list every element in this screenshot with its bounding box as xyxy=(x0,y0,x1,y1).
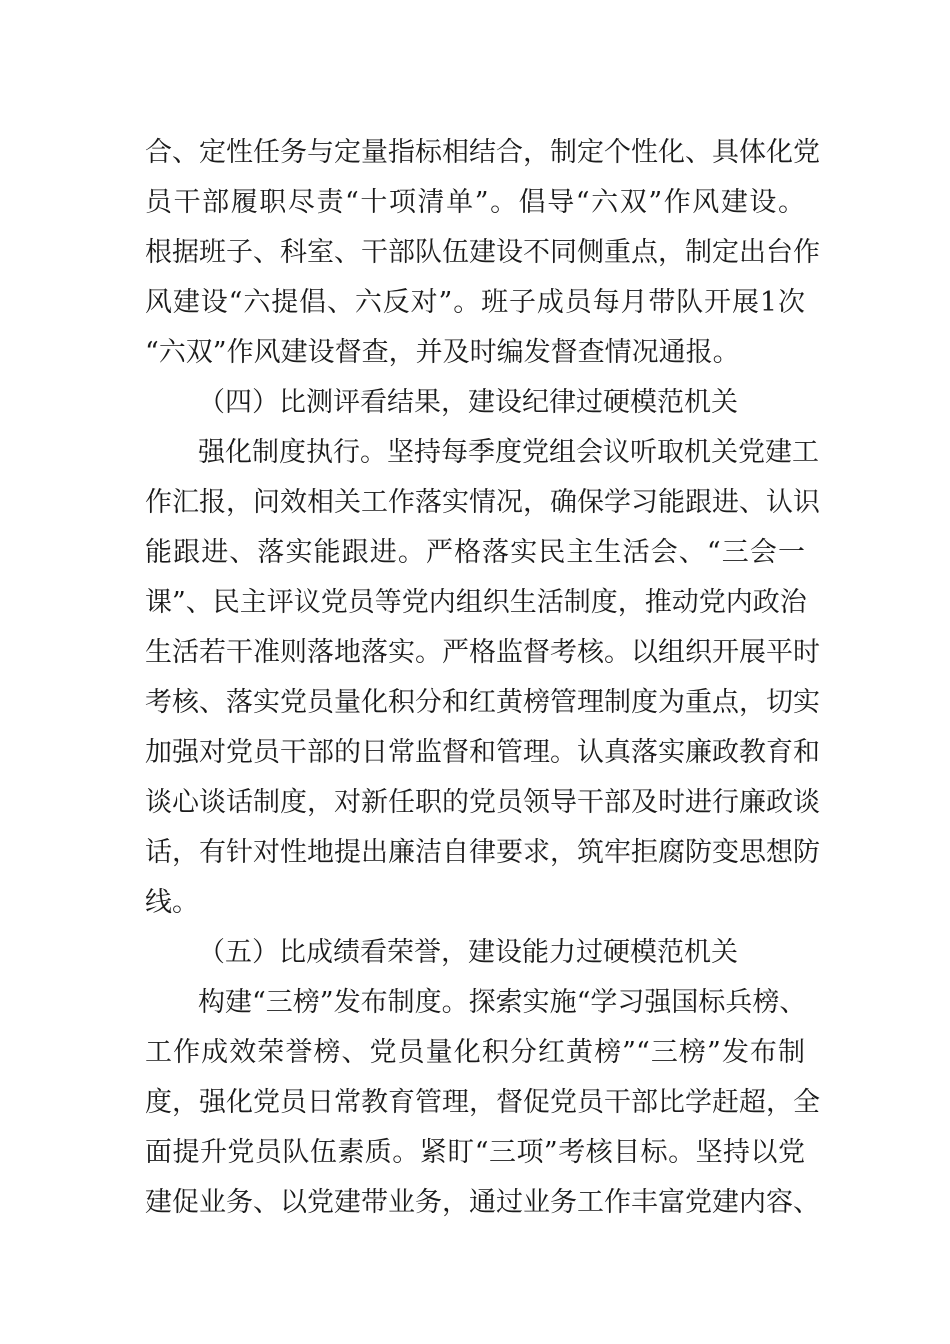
body-text-line: 建促业务、以党建带业务，通过业务工作丰富党建内容、 xyxy=(145,1187,820,1218)
body-text-line: 面提升党员队伍素质。紧盯“三项”考核目标。坚持以党 xyxy=(145,1137,805,1168)
body-text-line: 根据班子、科室、干部队伍建设不同侧重点，制定出台作 xyxy=(145,237,820,268)
body-text-line: 话，有针对性地提出廉洁自律要求，筑牢拒腐防变思想防 xyxy=(145,837,820,868)
body-text-line: 能跟进、落实能跟进。严格落实民主生活会、“三会一 xyxy=(145,537,805,568)
body-text-line: 构建“三榜”发布制度。探索实施“学习强国标兵榜、 xyxy=(198,987,807,1018)
body-text-line: 考核、落实党员量化积分和红黄榜管理制度为重点，切实 xyxy=(145,687,820,718)
section-heading-4: （四）比测评看结果，建设纪律过硬模范机关 xyxy=(198,387,738,418)
body-text-line: 谈心谈话制度，对新任职的党员领导干部及时进行廉政谈 xyxy=(145,787,820,818)
body-text-line: 合、定性任务与定量指标相结合，制定个性化、具体化党 xyxy=(145,137,820,168)
body-text-line: 加强对党员干部的日常监督和管理。认真落实廉政教育和 xyxy=(145,737,820,768)
body-text-line: 线。 xyxy=(145,887,199,918)
body-text-line: 生活若干准则落地落实。严格监督考核。以组织开展平时 xyxy=(145,637,820,668)
body-text-line: “六双”作风建设督查，并及时编发督查情况通报。 xyxy=(145,337,740,368)
section-heading-5: （五）比成绩看荣誉，建设能力过硬模范机关 xyxy=(198,937,738,968)
body-text-line: 课”、民主评议党员等党内组织生活制度，推动党内政治 xyxy=(145,587,807,618)
body-text-line: 风建设“六提倡、六反对”。班子成员每月带队开展1次 xyxy=(145,287,805,318)
body-text-line: 工作成效荣誉榜、党员量化积分红黄榜”“三榜”发布制 xyxy=(145,1037,805,1068)
body-text-line: 员干部履职尽责“十项清单”。倡导“六双”作风建设。 xyxy=(145,187,805,218)
body-text-line: 作汇报，问效相关工作落实情况，确保学习能跟进、认识 xyxy=(145,487,820,518)
body-text-line: 强化制度执行。坚持每季度党组会议听取机关党建工 xyxy=(198,437,819,468)
body-text-line: 度，强化党员日常教育管理，督促党员干部比学赶超，全 xyxy=(145,1087,820,1118)
